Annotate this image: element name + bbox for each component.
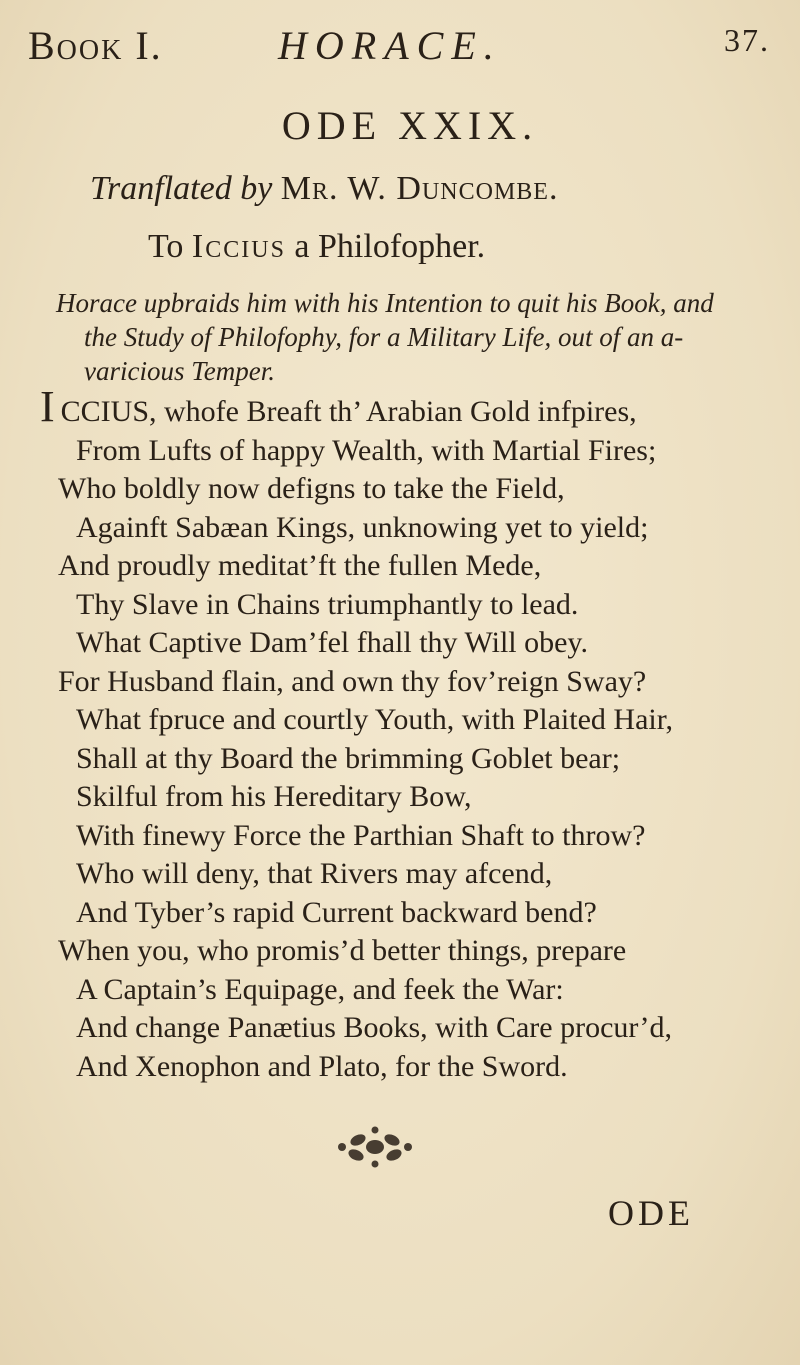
dedication-line [148, 228, 485, 266]
translator-name: Mr. W. Duncombe. [280, 170, 559, 207]
poem-line: When you, who promis’d better things, prepare [58, 934, 627, 967]
poem-line: And change Panætius Books, with Care procur’d, [76, 1011, 673, 1044]
poem-line: Who will deny, that Rivers may afcend, [76, 857, 553, 890]
poem-body [40, 382, 780, 1086]
running-head [28, 22, 770, 78]
poem-line: Shall at thy Board the brimming Goblet bear; [76, 741, 621, 775]
translator-line [90, 170, 558, 208]
poem-line: With finewy Force the Parthian Shaft to throw? [76, 818, 646, 852]
argument-summary [56, 286, 776, 388]
poem-line: What fpruce and courtly Youth, with Plaited Hair, [76, 703, 674, 736]
argument-line: Horace upbraids him with his Intention to quit his Book, and [56, 288, 714, 318]
drop-cap: I [40, 382, 55, 431]
poem-line: And Tyber’s rapid Current backward bend? [76, 895, 597, 929]
poem-line-text: CCIUS, whofe Breaft th’ Arabian Gold infpires, [60, 395, 637, 428]
poem-line: Who boldly now defigns to take the Field, [58, 472, 565, 505]
book-number: Book I. [28, 23, 163, 68]
poem-line: From Lufts of happy Wealth, with Martial Fires; [76, 433, 657, 467]
poem-line: For Husband flain, and own thy fov’reign Sway? [58, 664, 647, 698]
poem-line: And proudly meditat’ft the fullen Mede, [58, 549, 542, 582]
page-number: 37. [724, 22, 770, 58]
poem-line: What Captive Dam’fel fhall thy Will obey. [76, 626, 588, 659]
translator-prefix: Tranflated by [90, 170, 273, 207]
dedication-name: Iccius [191, 228, 286, 265]
ode-title: ODE XXIX. [281, 103, 539, 148]
dedication-prefix: To [148, 228, 184, 265]
poem-line: A Captain’s Equipage, and feek the War: [76, 972, 564, 1006]
argument-line: the Study of Philofophy, for a Military Life, out of an a- [84, 322, 684, 352]
floral-ornament-icon [330, 1124, 420, 1170]
argument-line: varicious Temper. [84, 356, 276, 386]
author-heading: HORACE. [278, 23, 502, 68]
catchword: ODE [608, 1193, 694, 1233]
dedication-suffix: a Philofopher. [294, 228, 486, 265]
poem-line: Skilful from his Hereditary Bow, [76, 780, 472, 813]
poem-line: Thy Slave in Chains triumphantly to lead. [76, 587, 579, 621]
poem-line: And Xenophon and Plato, for the Sword. [76, 1049, 568, 1083]
poem-line [40, 382, 780, 432]
poem-line: Againft Sabæan Kings, unknowing yet to yield; [76, 510, 649, 544]
